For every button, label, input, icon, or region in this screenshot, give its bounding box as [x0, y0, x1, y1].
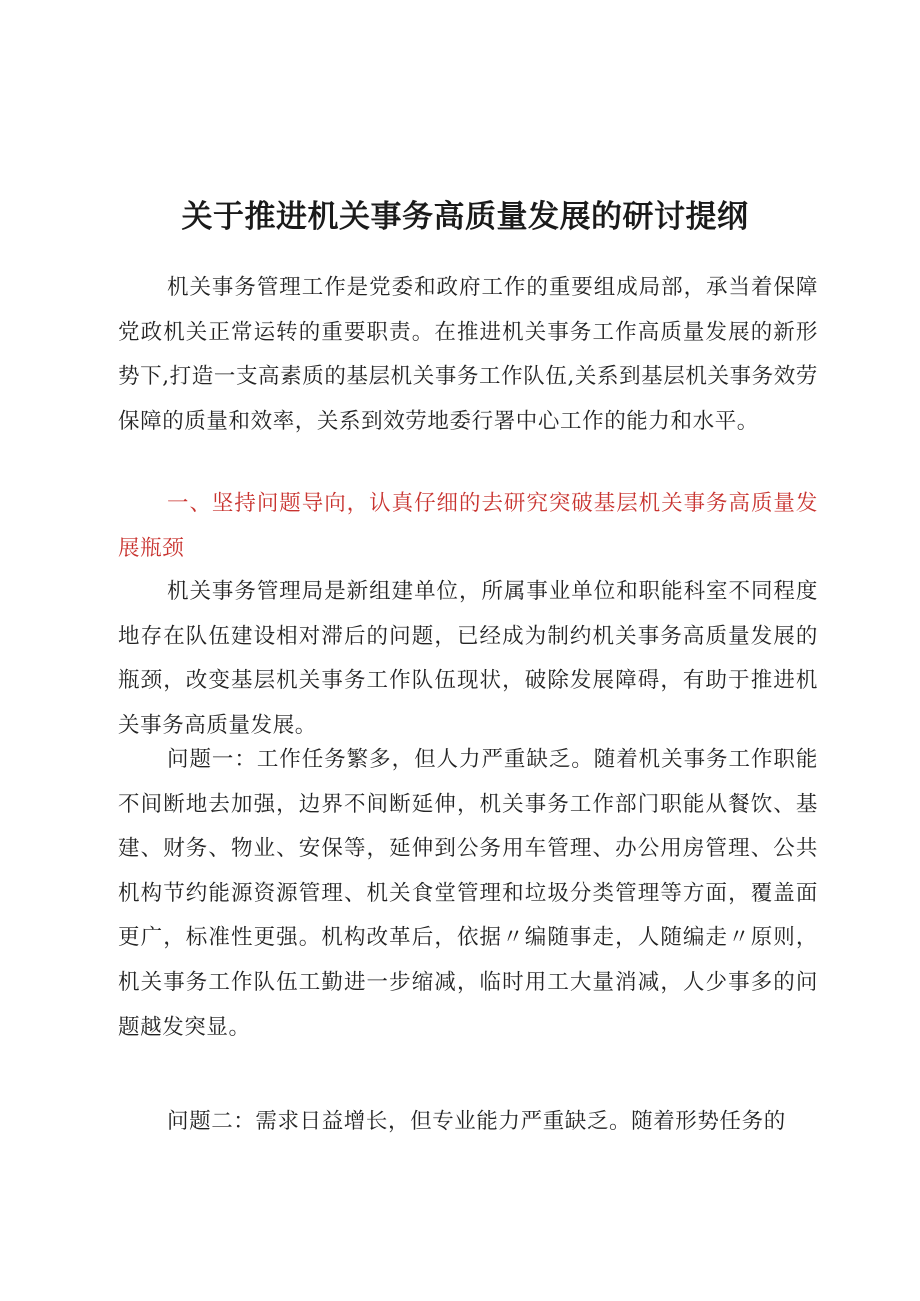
intro-paragraph: 机关事务管理工作是党委和政府工作的重要组成局部，承当着保障党政机关正常运转的重要职责。在推进机关事务工作高质量发展的新形势下,打造一支高素质的基层机关事务工作队伍,关系到基层机关事务效劳保障的质量和效率，关系到效劳地委行署中心工作的能力和水平。 [118, 275, 818, 434]
document-title: 关于推进机关事务高质量发展的研讨提纲 [181, 199, 749, 235]
problem-one-paragraph: 问题一：工作任务繁多，但人力严重缺乏。随着机关事务工作职能不间断地去加强，边界不间断延伸，机关事务工作部门职能从餐饮、基建、财务、物业、安保等，延伸到公务用车管理、办公用房管理、公共机构节约能源资源管理、机关食堂管理和垃圾分类管理等方面，覆盖面更广，标准性更强。机构改革后，依据〃编随事走，人随编走〃原则，机关事务工作队伍工勤进一步缩减，临时用工大量消减，人少事多的问题越发突显。 [118, 747, 818, 1040]
section-paragraph: 机关事务管理局是新组建单位，所属事业单位和职能科室不同程度地存在队伍建设相对滞后的问题，已经成为制约机关事务高质量发展的瓶颈，改变基层机关事务工作队伍现状，破除发展障碍，有助于推进机关事务高质量发展。 [118, 579, 818, 738]
problem-two-paragraph: 问题二：需求日益增长，但专业能力严重缺乏。随着形势任务的 [167, 1109, 786, 1134]
section-heading-1: 一、坚持问题导向，认真仔细的去研究突破基层机关事务高质量发展瓶颈 [118, 491, 818, 561]
